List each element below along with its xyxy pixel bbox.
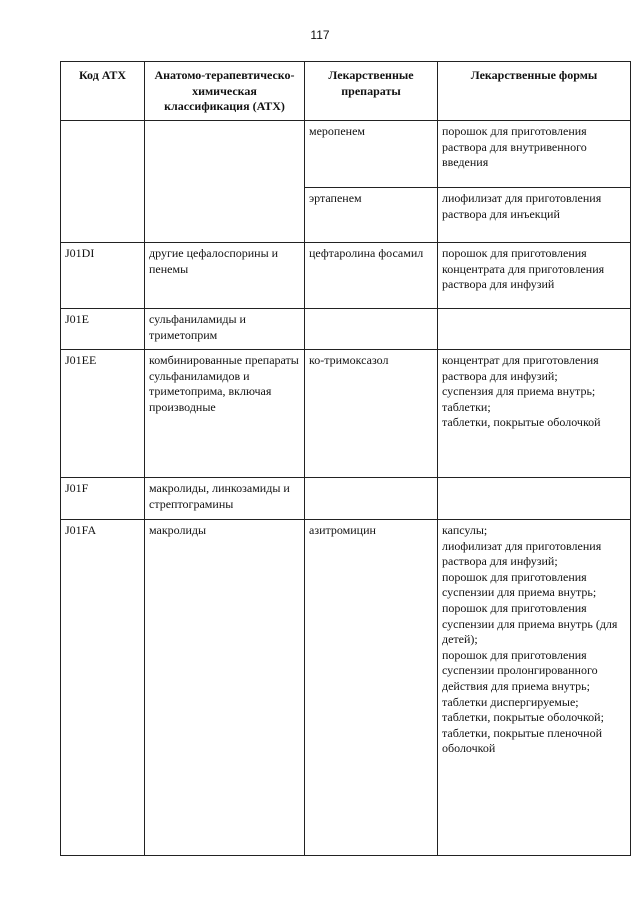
table-row [61,478,631,520]
classification-cell: сульфаниламиды и триметоприм [145,309,305,350]
header-code: Код АТХ [61,62,145,121]
header-forms: Лекарственные формы [438,62,631,121]
drug-cell: азитромицин [305,520,438,856]
classification-cell: макролиды [145,520,305,856]
forms-cell: лиофилизат для приготовления раствора для инъекций [438,188,631,243]
drug-cell [305,309,438,350]
table-row [61,520,631,856]
table-row [61,121,631,188]
classification-cell: макролиды, линкозамиды и стрептограмины [145,478,305,520]
classification-cell: другие цефалоспорины и пенемы [145,243,305,309]
atx-code-cell: J01FA [61,520,145,856]
header-classification: Анатомо-терапевтическо-химическая классификация (АТХ) [145,62,305,121]
forms-cell: капсулы; лиофилизат для приготовления раствора для инфузий; порошок для приготовления суспензии для приема внутрь; порошок для приготовления суспензии для приема внутрь (для детей); порошок для приготовления суспензии пролонгированного действия для приема внутрь; таблетки диспергируемые; таблетки, покрытые оболочкой; таблетки, покрытые пленочной оболочкой [438,520,631,856]
atx-code-cell: J01EE [61,350,145,478]
forms-cell [438,478,631,520]
forms-cell: концентрат для приготовления раствора для инфузий; суспензия для приема внутрь; таблетки; таблетки, покрытые оболочкой [438,350,631,478]
drug-cell: эртапенем [305,188,438,243]
atx-code-cell: J01E [61,309,145,350]
drug-cell: ко-тримоксазол [305,350,438,478]
drug-cell [305,478,438,520]
classification-cell [145,121,305,243]
page-number: 117 [310,28,330,42]
table-row [61,350,631,478]
table-header-row [61,62,631,121]
forms-cell: порошок для приготовления раствора для внутривенного введения [438,121,631,188]
atx-code-cell: J01F [61,478,145,520]
drug-cell: меропенем [305,121,438,188]
atx-code-cell: J01DI [61,243,145,309]
classification-cell: комбинированные препараты сульфаниламидов и триметоприма, включая производные [145,350,305,478]
drug-cell: цефтаролина фосамил [305,243,438,309]
forms-cell: порошок для приготовления концентрата для приготовления раствора для инфузий [438,243,631,309]
atx-table [60,61,631,856]
table-row [61,243,631,309]
header-drugs: Лекарственные препараты [305,62,438,121]
atx-code-cell [61,121,145,243]
forms-cell [438,309,631,350]
table-row [61,309,631,350]
